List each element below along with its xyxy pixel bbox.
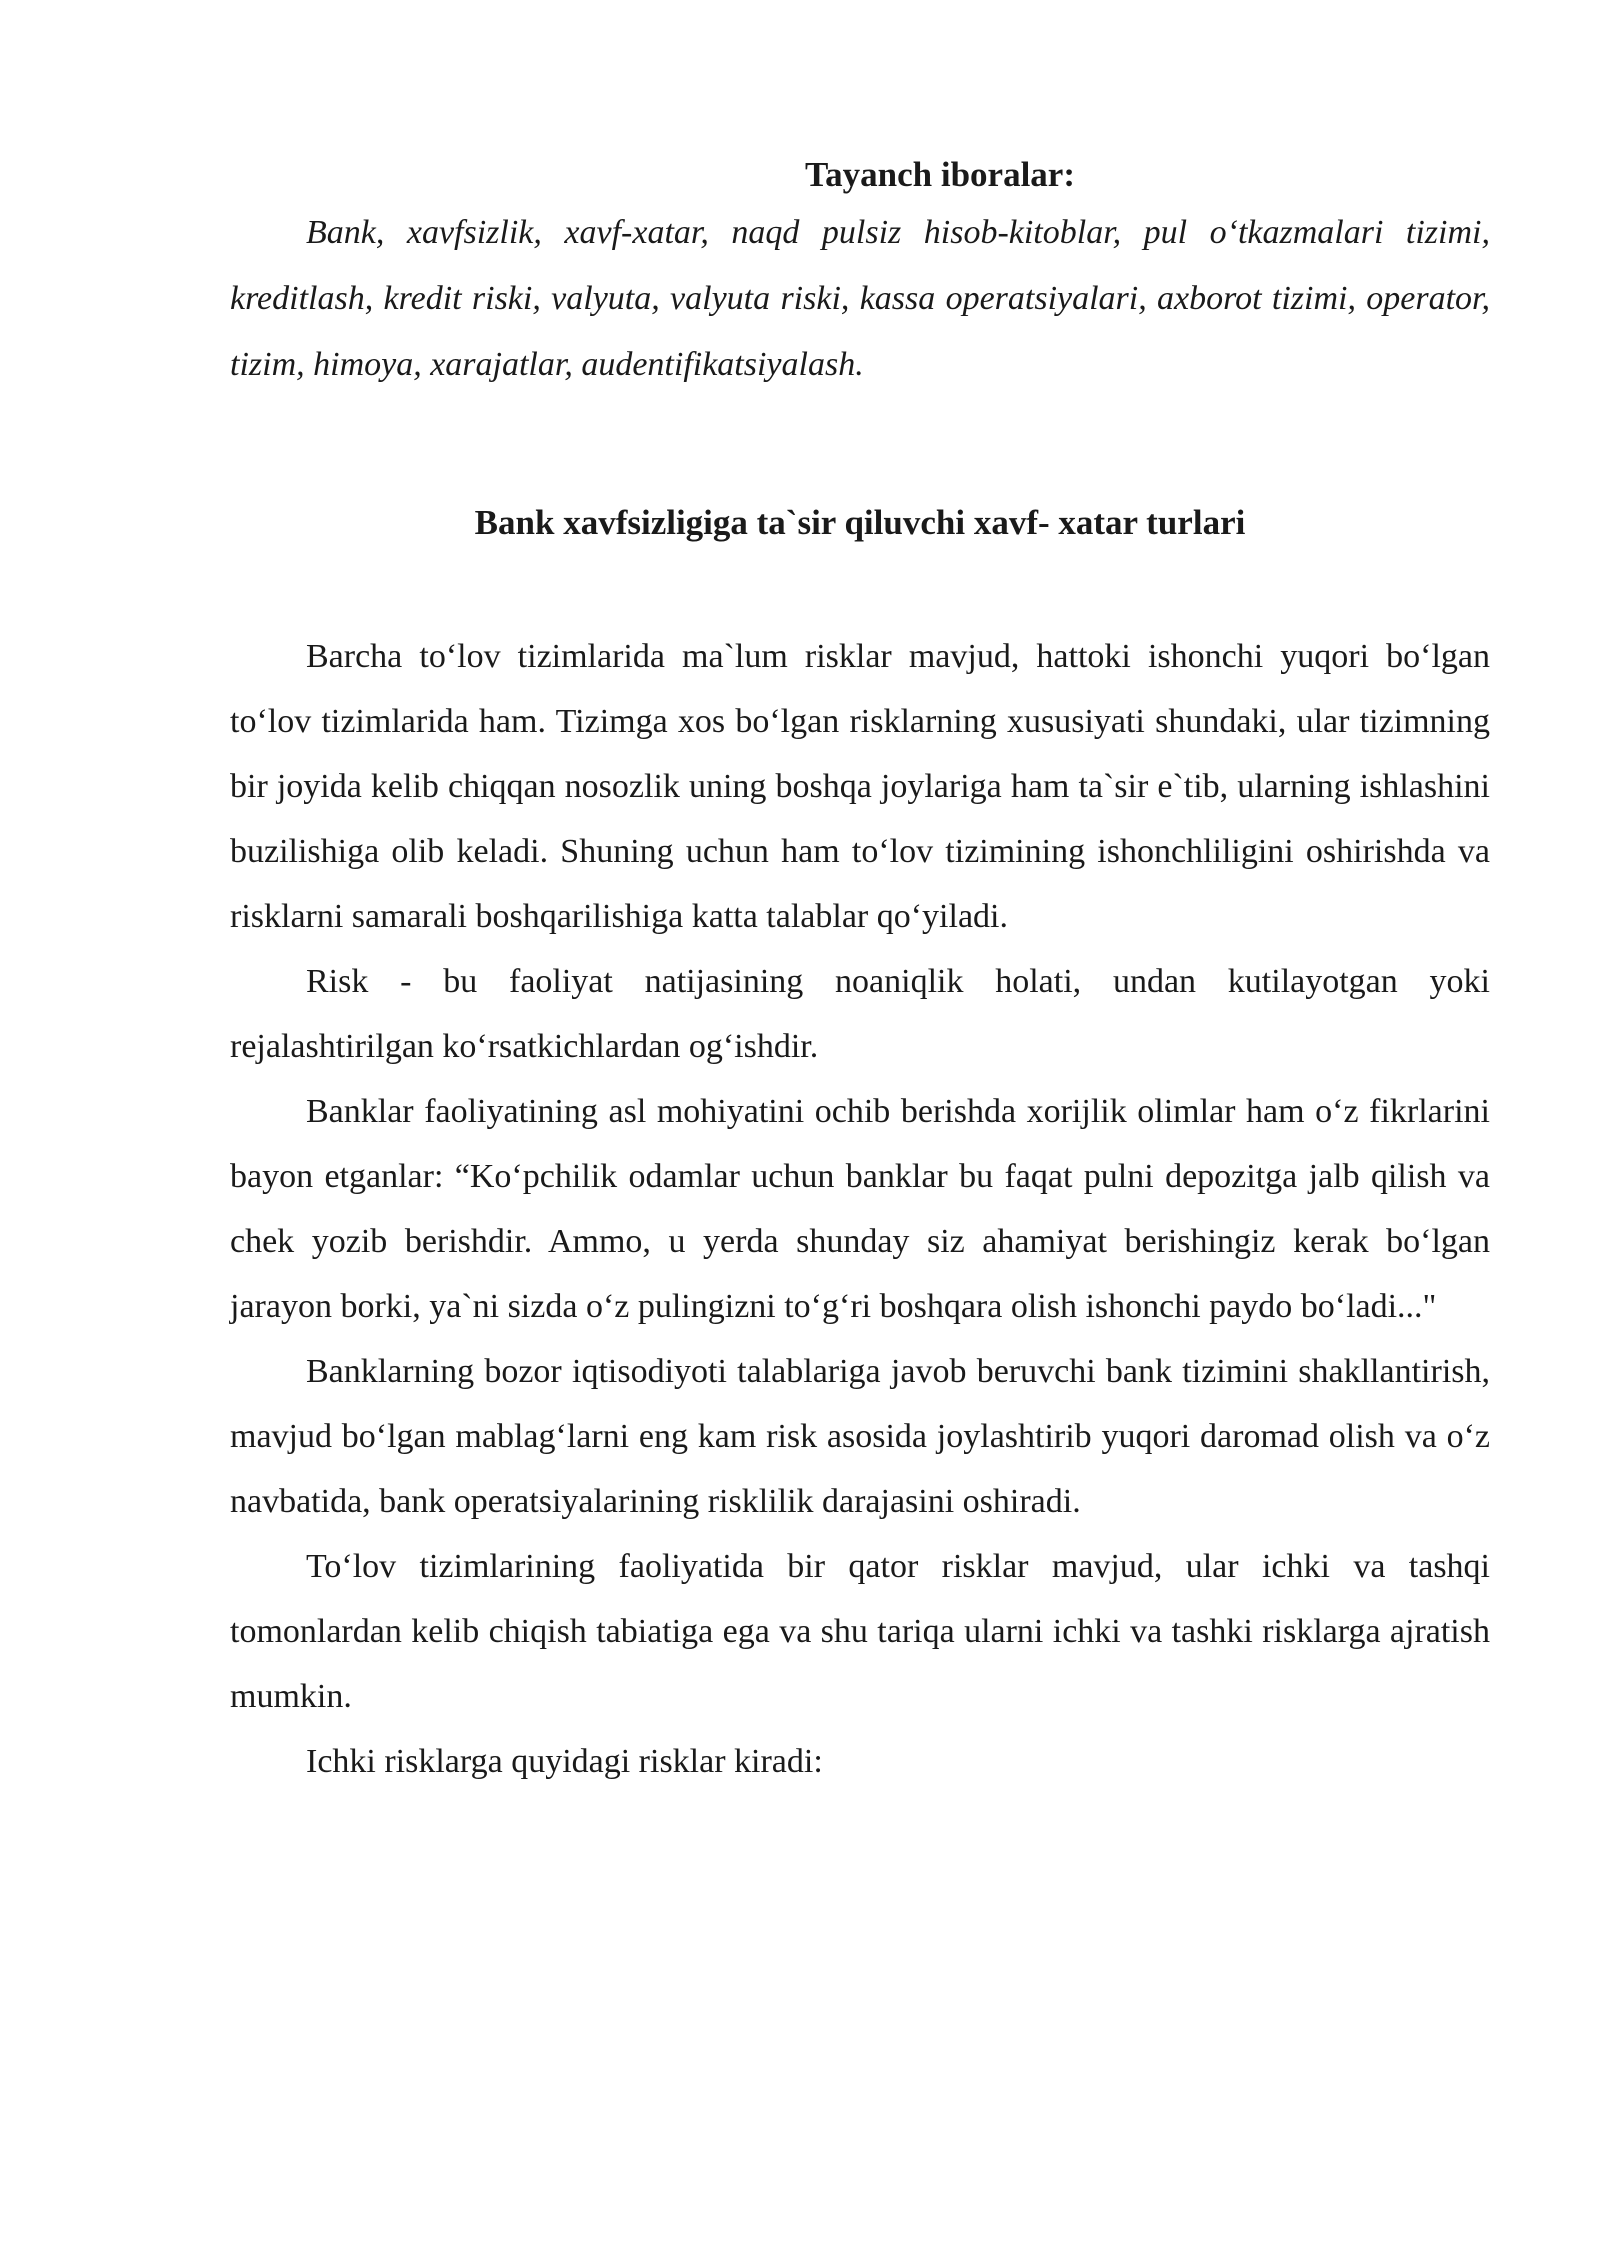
paragraph: Risk - bu faoliyat natijasining noaniqlik holati, undan kutilayotgan yoki rejalashtirilgan ko‘rsatkichlardan og‘ishdir. bbox=[230, 963, 1490, 1065]
paragraph: Barcha to‘lov tizimlarida ma`lum risklar mavjud, hattoki ishonchi yuqori bo‘lgan to‘lov tizimlarida ham. Tizimga xos bo‘lgan risklarning xususiyati shundaki, ular tizimning bir joyida kelib chiqqan nosozlik uning boshqa joylariga ham ta`sir e`tib, ularning ishlashini buzilishiga olib keladi. Shuning uchun ham to‘lov tizimining ishonchliligini oshirishda va risklarni samarali boshqarilishiga katta talablar qo‘yiladi. bbox=[230, 638, 1490, 935]
paragraph: Ichki risklarga quyidagi risklar kiradi: bbox=[306, 1743, 823, 1780]
section-title: Bank xavfsizligiga ta`sir qiluvchi xavf- xatar turlari bbox=[474, 503, 1246, 542]
paragraph: To‘lov tizimlarining faoliyatida bir qator risklar mavjud, ular ichki va tashqi tomonlardan kelib chiqish tabiatiga ega va shu tariqa ularni ichki va tashki risklarga ajratish mumkin. bbox=[230, 1548, 1490, 1715]
paragraph: Banklarning bozor iqtisodiyoti talablariga javob beruvchi bank tizimini shakllantirish, mavjud bo‘lgan mablag‘larni eng kam risk asosida joylashtirib yuqori daromad olish va o‘z navbatida, bank operatsiyalarining risklilik darajasini oshiradi. bbox=[230, 1353, 1490, 1520]
keywords-list: Bank, xavfsizlik, xavf-xatar, naqd pulsiz hisob-kitoblar, pul o‘tkazmalari tizimi, kreditlash, kredit riski, valyuta, valyuta riski, kassa operatsiyalari, axborot tizimi, operator, tizim, himoya, xarajatlar, audentifikatsiyalash. bbox=[230, 214, 1490, 383]
page-content bbox=[230, 150, 1490, 1794]
body-text bbox=[230, 624, 1490, 1794]
paragraph: Banklar faoliyatining asl mohiyatini ochib berishda xorijlik olimlar ham o‘z fikrlarini bayon etganlar: “Ko‘pchilik odamlar uchun banklar bu faqat pulni depozitga jalb qilish va chek yozib berishdir. Ammo, u yerda shunday siz ahamiyat berishingiz kerak bo‘lgan jarayon borki, ya`ni sizda o‘z pulingizni to‘g‘ri boshqara olish ishonchi paydo bo‘ladi..." bbox=[230, 1093, 1490, 1325]
keywords-heading: Tayanch iboralar: bbox=[805, 155, 1075, 194]
